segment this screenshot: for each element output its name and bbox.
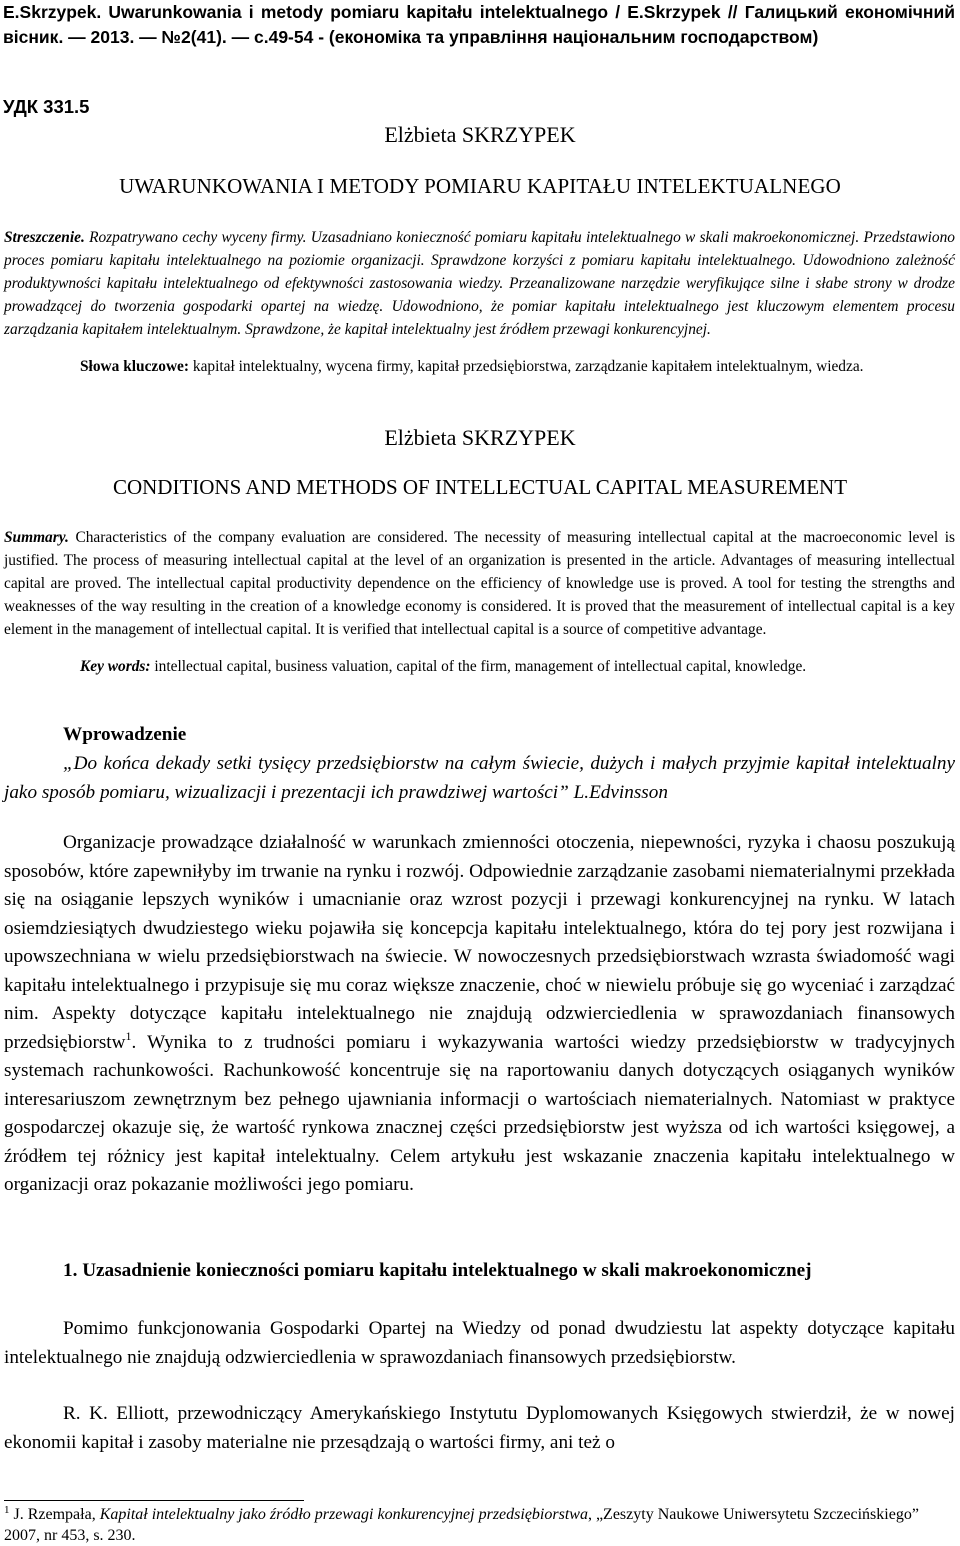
footnote (4, 1504, 955, 1546)
abstract-pl (4, 226, 955, 341)
keywords-label-pl: Słowa kluczowe: (80, 358, 190, 375)
keywords-pl (4, 355, 955, 378)
footnote-title: Kapitał intelektualny jako źródło przewagi konkurencyjnej przedsiębiorstwa (99, 1506, 588, 1523)
article-title-en: CONDITIONS AND METHODS OF INTELLECTUAL CAPITAL MEASUREMENT (112, 475, 848, 499)
section1-paragraph-1: Pomimo funkcjonowania Gospodarki Opartej na Wiedzy od ponad dwudziestu lat aspekty dotyczące kapitału intelektualnego nie znajdują odzwierciedlenia w sprawozdaniach finansowych przedsiębiorstw. (4, 1318, 955, 1368)
intro-paragraph-part1: Organizacje prowadzące działalność w warunkach zmienności otoczenia, niepewności, ryzyka i chaosu poszukują sposobów, które zapewniłyby im trwanie na rynku i rozwój. Odpowiednie zarządzanie zasobami niematerialnymi przekłada się na osiąganie lepszych wyników i umacnianie oraz wzrost pozycji i przewagi konkurencyjnej na rynku. W latach osiemdziesiątych dwudziestego wieku pojawiła się koncepcja kapitału intelektualnego, która do tej pory jest rozwijana i upowszechniana w wielu przedsiębiorstwach na świecie. W nowoczesnych przedsiębiorstwach wzrasta świadomość wagi kapitału intelektualnego i przypisuje się mu coraz większe znaczenie, choć w niewielu próbuje się go wyceniać i zarządzać nim. Aspekty dotyczące kapitału intelektualnego nie znajdują odzwierciedlenia w sprawozdaniach finansowych przedsiębiorstw (4, 832, 955, 1053)
abstract-label-pl: Streszczenie. (4, 229, 85, 246)
keywords-label-en: Key words: (80, 658, 151, 675)
intro-paragraph (4, 829, 955, 1200)
intro-quote: „Do końca dekady setki tysięcy przedsiębiorstw na całym świecie, dużych i małych przyjmie kapitał intelektualny jako sposób pomiaru, wizualizacji i prezentacji ich prawdziwej wartości” L.Edvinsson (4, 753, 955, 803)
keywords-text-pl: kapitał intelektualny, wycena firmy, kapitał przedsiębiorstwa, zarządzanie kapitałem intelektualnym, wiedza. (192, 358, 864, 375)
intro-paragraph-part2: . Wynika to z trudności pomiaru i wykazywania wartości wiedzy przedsiębiorstw w tradycyjnych systemach rachunkowości. Rachunkowość koncentruje się na raportowaniu danych dotyczących osiąganych wyników interesariuszom zewnętrznym bez pełnego ujawniania informacji o wartościach niematerialnych. Natomiast w praktyce gospodarczej okazuje się, że wartość rynkowa znacznej części przedsiębiorstw jest wyższa od ich wartości księgowej, a źródłem tej różnicy jest kapitał intelektualny. Celem artykułu jest wskazanie znaczenia kapitału intelektualnego w organizacji oraz pokazanie możliwości jego pomiaru. (4, 1031, 955, 1195)
section1-paragraph-2: R. K. Elliott, przewodniczący Amerykańskiego Instytutu Dyplomowanych Księgowych stwierdził, że w nowej ekonomii kapitał i zasoby materialne nie przesądzają o wartości firmy, ani też o (4, 1403, 955, 1453)
footnote-author: J. Rzempała, (13, 1506, 96, 1523)
intro-heading: Wprowadzenie (63, 724, 187, 745)
section1-heading: 1. Uzasadnienie konieczności pomiaru kapitału intelektualnego w skali makroekonomicznej (63, 1260, 812, 1281)
summary-text-en: Characteristics of the company evaluation are considered. The necessity of measuring intellectual capital at the macroeconomic level is justified. The process of measuring intellectual capital at the level of an organization is presented in the article. Advantages of measuring intellectual capital are proved. The intellectual capital productivity dependence on the efficiency of knowledge use is proved. A tool for testing the strengths and weaknesses of the way resulting in the creation of a knowledge economy is considered. It is proved that the measurement of intellectual capital is a key element in the management of intellectual capital. It is verified that intellectual capital is a source of competitive advantage. (4, 529, 955, 638)
summary-label-en: Summary. (4, 529, 69, 546)
citation-header: E.Skrzypek. Uwarunkowania i metody pomiaru kapitału intelektualnego / E.Skrzypek // Галицький економічний вісник. — 2013. — №2(41). — с.49-54 - (економіка та управління національним господарством) (3, 2, 955, 47)
author-name-pl: Elżbieta SKRZYPEK (384, 122, 576, 147)
keywords-text-en: intellectual capital, business valuation, capital of the firm, management of intellectual capital, knowledge. (154, 658, 807, 675)
footnote-divider (4, 1500, 304, 1501)
author-name-en: Elżbieta SKRZYPEK (384, 425, 576, 450)
footnote-number: 1 (4, 1504, 10, 1516)
article-title-pl: UWARUNKOWANIA I METODY POMIARU KAPITAŁU INTELEKTUALNEGO (119, 174, 841, 198)
footnote-ref[interactable]: 1 (125, 1028, 132, 1043)
abstract-text-pl: Rozpatrywano cechy wyceny firmy. Uzasadniano konieczność pomiaru kapitału intelektualnego w skali makroekonomicznej. Przedstawiono proces pomiaru kapitału intelektualnego na poziomie organizacji. Sprawdzone korzyści z pomiaru kapitału intelektualnego. Udowodniono zależność produktywności kapitału intelektualnego od efektywności zastosowania wiedzy. Przeanalizowane narzędzie weryfikujące silne i słabe strony w drodze prowadzącej do tworzenia gospodarki opartej na wiedzę. Udowodniono, że pomiar kapitału intelektualnego jest kluczowym elementem procesu zarządzania kapitałem intelektualnym. Sprawdzone, że kapitał intelektualny jest źródłem przewagi konkurencyjnej. (4, 229, 955, 338)
footnote-rest: , „Zeszyty Naukowe Uniwersytetu Szczecińskiego” 2007, nr 453, s. 230. (4, 1506, 919, 1544)
keywords-en (4, 655, 955, 678)
summary-en (4, 526, 955, 641)
udk-code: УДК 331.5 (3, 96, 90, 117)
